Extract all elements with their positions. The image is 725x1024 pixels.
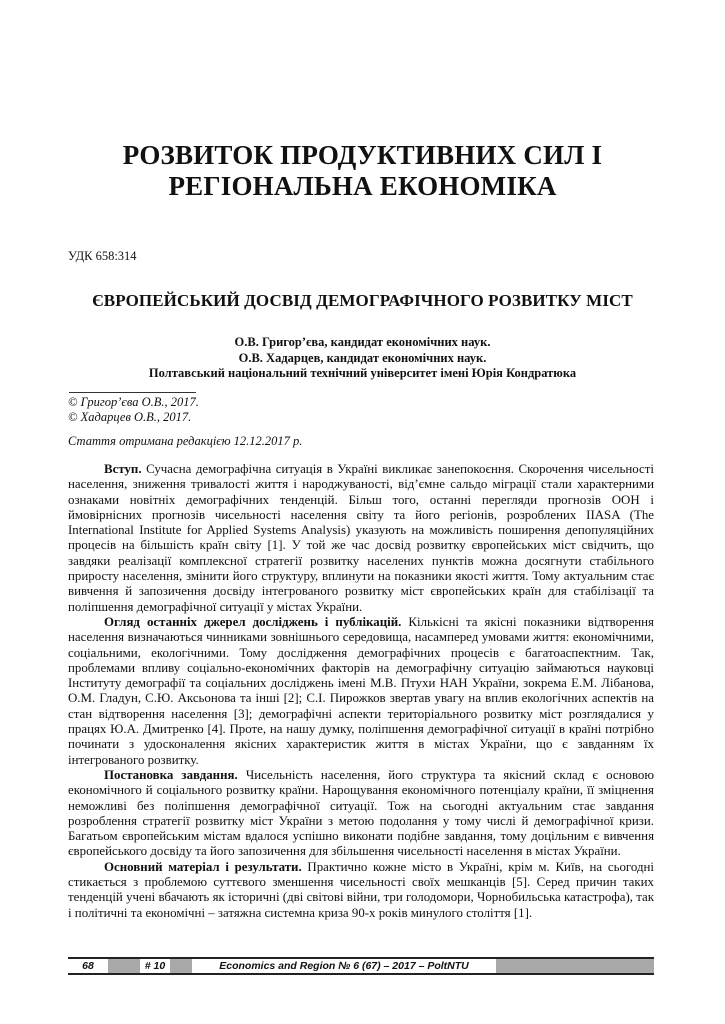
page-footer: [68, 957, 654, 975]
paragraph-heading: Вступ.: [104, 462, 142, 476]
affiliation: Полтавський національний технічний університет імені Юрія Кондратюка: [148, 366, 577, 380]
paragraph-introduction: [68, 462, 654, 615]
copyright-block: [68, 395, 199, 425]
paragraph-heading: Основний матеріал і результати.: [104, 859, 302, 874]
paragraph-text: Сучасна демографічна ситуація в Україні викликає занепокоєння. Скорочення чисельності населення, зниження тривалості життя і народжуваності, від’ємне сальдо міграції стали характерними ознаками новітніх демографічних тенденцій. Більш того, останні перегляди прогнозів ООН і ймовірнісних прогнозів чисельності населення світу та його регіонів, розроблених IIASA (The International Institute for Applied Systems Analysis) указують на можливість поширення депопуляційних процесів на більшість країн світу [1]. У той же час досвід розвитку європейських міст свідчить, що завдяки реалізації комплексної стратегії розвитку населених пунктів можна досягнути стабільного приросту населення, змінити його структуру, вплинути на показники якості життя. Тому актуальним стає вивчення й запозичення досвіду інтегрованого розвитку міст європейських країн для стабілізації та поліпшення демографічної ситуації у містах України.: [68, 462, 654, 614]
paragraph-literature-review: [68, 615, 654, 768]
copyright-2: © Хадарцев О.В., 2017.: [68, 410, 192, 424]
article-body: [68, 462, 654, 921]
udk-code: УДК 658:314: [68, 249, 137, 263]
copyright-divider: [69, 392, 196, 393]
received-date: Стаття отримана редакцією 12.12.2017 р.: [68, 434, 303, 448]
article-title: ЄВРОПЕЙСЬКИЙ ДОСВІД ДЕМОГРАФІЧНОГО РОЗВИТКУ МІСТ: [92, 291, 633, 310]
authors-block: [70, 335, 655, 382]
copyright-1: © Григор’єва О.В., 2017.: [68, 395, 199, 409]
paragraph-heading: Огляд останніх джерел досліджень і публікацій.: [104, 614, 402, 629]
paragraph-problem-statement: [68, 768, 654, 860]
footer-spacer: [170, 959, 192, 973]
section-heading-line-2: РЕГІОНАЛЬНА ЕКОНОМІКА: [168, 171, 557, 201]
footer-spacer: [108, 959, 140, 973]
section-heading-line-1: РОЗВИТОК ПРОДУКТИВНИХ СИЛ І: [122, 140, 603, 170]
paragraph-text: Практично кожне місто в Україні, крім м. Київ, на сьогодні стикається з проблемою суттєвого зменшення чисельності своїх мешканців [5]. Серед причин таких тенденцій учені вбачають як історичні (дві світові війни, три голодомори, Чорнобильська катастрофа), так і політичні та економічні – затяжна системна криза 90-х років минулого століття [1].: [68, 859, 654, 920]
paragraph-main-material: [68, 860, 654, 921]
author-2: О.В. Хадарцев, кандидат економічних наук.: [238, 350, 487, 365]
section-heading: [0, 140, 725, 202]
issue-number: # 10: [140, 959, 170, 973]
journal-name: Economics and Region № 6 (67) – 2017 – PoltNTU: [192, 959, 496, 973]
paragraph-text: Кількісні та якісні показники відтворення населення визначаються чинниками зовнішнього середовища, насамперед умовами життя: економічними, соціальними, екологічними. Тому дослідження демографічних процесів є багатоаспектним. Так, проблемами впливу соціально-економічних факторів на демографічну ситуацію займаються науковці Інституту демографії та соціальних досліджень імені М.В. Птухи НАН України, зокрема Е.М. Лібанова, О.М. Гладун, С.Ю. Аксьонова та інші [2]; С.І. Пирожков звертав увагу на вплив екологічних аспектів на стан відтворення населення [3]; демографічні аспекти територіального розвитку міст розглядалися у працях Ю.А. Дмитренко [4]. Проте, на нашу думку, поліпшення демографічної ситуації в країні потрібно починати з удосконалення якісних характеристик життя в містах України, що є завданням їх інтегрованого розвитку.: [68, 614, 654, 767]
paragraph-heading: Постановка завдання.: [104, 767, 238, 782]
page-number: 68: [68, 959, 108, 973]
author-1: О.В. Григор’єва, кандидат економічних наук.: [234, 335, 491, 349]
paragraph-text: Чисельність населення, його структура та якісний склад є основою економічного й соціального розвитку країни. Нарощування економічного потенціалу країни, її зміцнення неможливі без поліпшення демографічної ситуації. Тож на сьогодні актуальним стає завдання розроблення стратегії розвитку міст України з метою подолання у тому числі й демографічної кризи. Багатьом європейським містам вдалося успішно виконати подібне завдання, тому доцільним є вивчення європейського досвіду та його запозичення для збільшення чисельності населення в містах України.: [68, 767, 654, 859]
footer-spacer: [496, 959, 654, 973]
